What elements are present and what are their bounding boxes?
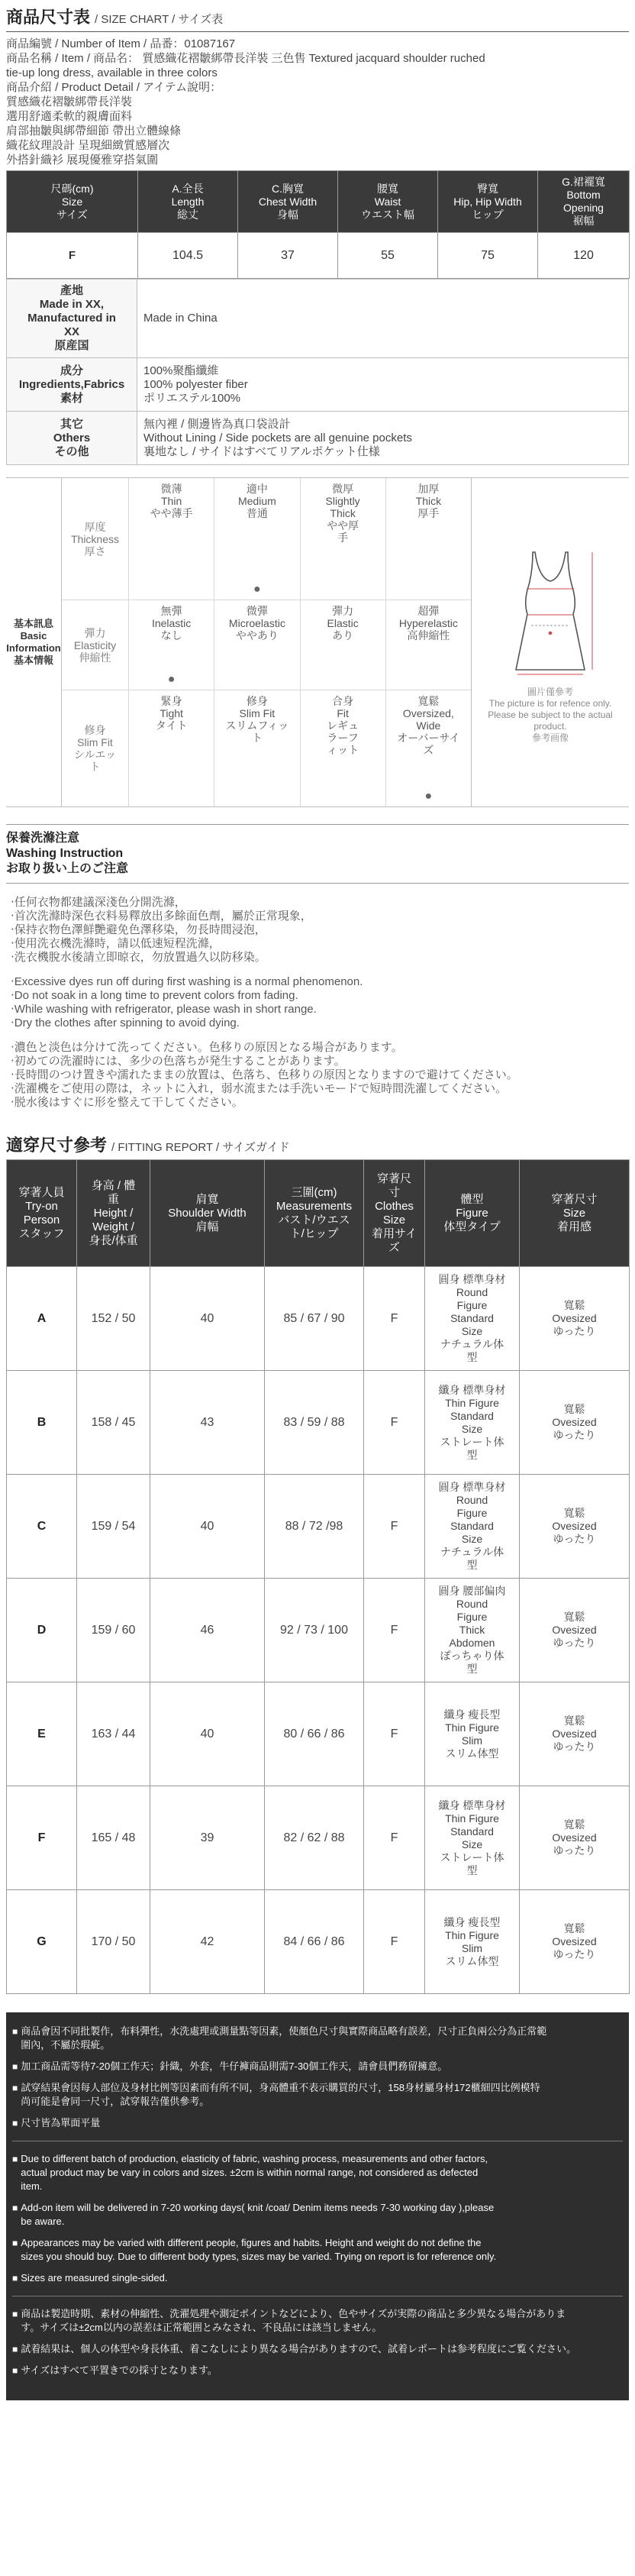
- fit-feel-line: ゆったり: [553, 1948, 596, 1960]
- option-hyperelastic: 超彈 Hyperelastic 高伸縮性: [386, 600, 471, 690]
- try-on-person-cell: G: [7, 1890, 77, 1994]
- bullet-square-icon: ■: [12, 2309, 18, 2319]
- try-on-person-cell: F: [7, 1786, 77, 1890]
- fabric-label: 成分 Ingredients,Fabrics 素材: [7, 358, 137, 412]
- figure-type-line: ストレート体: [440, 1850, 504, 1863]
- product-detail-label: 商品介紹 / Product Detail / アイテム說明：: [6, 81, 222, 94]
- basic-info-label: 基本訊息 Basic Information 基本情報: [6, 478, 62, 806]
- bullet-square-icon: ■: [12, 2273, 18, 2283]
- fit-feel-cell: [520, 1475, 630, 1579]
- fit-feel-line: 寬鬆: [563, 1715, 585, 1727]
- washing-line: ‧首次洗滌時深色衣料易釋放出多餘面色劑，屬於正常現象，: [11, 910, 312, 923]
- fitting-title: 適穿尺寸參考: [6, 1136, 108, 1155]
- fit-feel-line: ゆったり: [553, 1325, 596, 1337]
- item-number: 商品編號 / Number of Item / 品番：01087167: [6, 37, 236, 50]
- size-header-bottom-opening: G.裙襬寬 Bottom Opening 裾幅: [538, 171, 630, 233]
- others-label: 其它 Others その他: [7, 412, 137, 465]
- figure-type-line: 型: [466, 1448, 478, 1461]
- note-paragraph: [12, 2271, 623, 2285]
- size-header-length: A.全長 Length 総丈: [138, 171, 238, 233]
- note-text: 加工商品需等待7-20個工作天；針織，外套，牛仔褲商品則需7-30個工作天，請會員們務留擁意。: [21, 2060, 448, 2072]
- clothes-size-cell: F: [364, 1579, 425, 1682]
- note-text: item.: [21, 2180, 43, 2192]
- washing-line: ‧初めての洗濯時には、多少の色落ちが発生することがあります。: [11, 1055, 346, 1068]
- fit-feel-cell: [520, 1267, 630, 1371]
- measurements-cell: 82 / 62 / 88: [265, 1786, 364, 1890]
- fit-header-shoulder: 肩寬 Shoulder Width 肩幅: [150, 1160, 265, 1267]
- fit-header-figure: 體型 Figure 体型タイプ: [425, 1160, 520, 1267]
- fitting-row: [7, 1890, 630, 1994]
- option-marker: [301, 670, 385, 690]
- washing-line: ‧洗衣機脫水後請立即晾衣，勿放置過久以防移染。: [11, 951, 266, 964]
- fit-feel-line: Ovesized: [552, 1416, 597, 1428]
- shoulder-width-cell: 46: [150, 1579, 265, 1682]
- washing-line: ‧While washing with refrigerator, please wash in short range.: [11, 1003, 317, 1016]
- option-marker: [301, 787, 385, 806]
- fitting-row: [7, 1682, 630, 1786]
- try-on-person-cell: D: [7, 1579, 77, 1682]
- attribute-name-elasticity: 彈力 Elasticity 伸縮性: [62, 600, 129, 690]
- washing-line: ‧濃色と淡色は分けて洗ってください。色移りの原因となる場合があります。: [11, 1041, 403, 1054]
- figure-type-cell: [425, 1579, 520, 1682]
- details-row-origin: [7, 280, 629, 358]
- size-header-chest: C.胸寬 Chest Width 身幅: [238, 171, 338, 233]
- figure-type-line: Thin Figure: [445, 1396, 499, 1409]
- figure-type-line: Slim: [461, 1941, 483, 1954]
- size-header-waist: 腰寬 Waist ウエスト幅: [338, 171, 438, 233]
- length-cell: 104.5: [138, 233, 238, 279]
- note-text: Due to different batch of production, elasticity of fabric, washing process, measurements and other factors,: [21, 2153, 488, 2164]
- washing-instructions: [6, 884, 629, 1117]
- figure-caption-zh: 圖片僅參考: [527, 686, 573, 697]
- option-inelastic: 無彈 Inelastic なし ●: [129, 600, 214, 690]
- fit-feel-line: ゆったり: [553, 1429, 596, 1441]
- fit-feel-cell: [520, 1579, 630, 1682]
- measurements-cell: 83 / 59 / 88: [265, 1371, 364, 1475]
- height-weight-cell: 170 / 50: [77, 1890, 150, 1994]
- fit-header-measurements: 三圍(cm) Measurements バスト/ウエス ト/ヒップ: [265, 1160, 364, 1267]
- figure-type-line: Thin Figure: [445, 1721, 499, 1734]
- figure-type-line: Standard: [450, 1825, 494, 1837]
- height-weight-cell: 152 / 50: [77, 1267, 150, 1371]
- figure-caption-en-2: Please be subject to the actual: [488, 709, 613, 720]
- fit-feel-line: 寬鬆: [563, 1507, 585, 1519]
- figure-type-cell: [425, 1475, 520, 1579]
- fit-header-fit: 穿著尺寸 Size 着用感: [520, 1160, 630, 1267]
- shoulder-width-cell: 40: [150, 1267, 265, 1371]
- figure-type-line: 圓身 標準身材: [438, 1481, 506, 1493]
- note-text: 商品は製造時期、素材の伸縮性、洗濯処理や測定ポイントなどにより、色やサイズが実際の商品と多少異なる場合がありま: [21, 2308, 566, 2319]
- figure-type-line: 型: [466, 1351, 478, 1363]
- size-chart-subtitle: / SIZE CHART / サイズ表: [95, 13, 224, 26]
- note-text: 尺寸皆為單面平量: [21, 2117, 101, 2128]
- figure-caption-ja: 參考画像: [531, 732, 569, 743]
- note-text: 圍內，不屬於瑕疵。: [21, 2039, 111, 2051]
- washing-line: ‧脱水後はすぐに形を整えて干してください。: [11, 1096, 243, 1109]
- note-paragraph: [12, 2364, 623, 2377]
- size-table: [6, 170, 630, 279]
- figure-type-line: スリム体型: [445, 1747, 499, 1760]
- origin-value: Made in China: [137, 280, 629, 358]
- size-chart-title: 商品尺寸表: [6, 8, 91, 27]
- fit-feel-line: Ovesized: [552, 1520, 597, 1532]
- clothes-size-cell: F: [364, 1890, 425, 1994]
- washing-line: ‧任何衣物都建議深淺色分開洗滌，: [11, 896, 186, 909]
- note-paragraph: [12, 2116, 623, 2130]
- clothes-size-cell: F: [364, 1475, 425, 1579]
- product-detail-line: 質感織花褶皺綁帶長洋裝: [6, 95, 133, 108]
- fit-feel-line: 寬鬆: [563, 1611, 585, 1623]
- figure-type-line: Size: [461, 1837, 483, 1850]
- option-regular-fit: 合身 Fit レギュ ラーフ ィット: [301, 690, 386, 806]
- waist-cell: 55: [338, 233, 438, 279]
- size-table-header-row: [7, 171, 630, 233]
- washing-title-en: Washing Instruction: [6, 847, 124, 860]
- option-thin: 微薄 Thin やや薄手: [129, 478, 214, 600]
- note-text: Appearances may be varied with different people, figures and habits. Height and weight do not define the: [21, 2237, 482, 2248]
- shoulder-width-cell: 43: [150, 1371, 265, 1475]
- bullet-square-icon: ■: [12, 2026, 18, 2037]
- try-on-person-cell: B: [7, 1371, 77, 1475]
- option-medium: 適中 Medium 普通 ●: [214, 478, 300, 600]
- product-detail-line: 選用舒適柔軟的親膚面料: [6, 110, 133, 123]
- try-on-person-cell: A: [7, 1267, 77, 1371]
- option-marker: [129, 787, 214, 806]
- note-text: す。サイズは±2cm以内の誤差は正常範囲とみなされ、不良品には該当しません。: [21, 2322, 382, 2333]
- basic-info-grid: [62, 478, 471, 806]
- figure-type-cell: [425, 1890, 520, 1994]
- fitting-row: [7, 1475, 630, 1579]
- figure-type-line: Thin Figure: [445, 1928, 499, 1941]
- note-text: actual product may be vary in colors and sizes. ±2cm is within normal range, not considered as defected: [21, 2167, 479, 2178]
- details-row-others: [7, 412, 629, 465]
- option-marker: [129, 580, 214, 600]
- option-oversized: 寬鬆 Oversized, Wide オーバーサイ ズ ●: [386, 690, 471, 806]
- fitting-rows: [7, 1267, 630, 1994]
- clothes-size-cell: F: [364, 1267, 425, 1371]
- washing-title-zh: 保養洗滌注意: [6, 832, 80, 845]
- fitting-row: [7, 1267, 630, 1371]
- washing-line: ‧Do not soak in a long time to prevent colors from fading.: [11, 989, 298, 1002]
- note-paragraph: [12, 2201, 623, 2229]
- washing-line: ‧Excessive dyes run off during first washing is a normal phenomenon.: [11, 975, 363, 988]
- bullet-square-icon: ■: [12, 2344, 18, 2355]
- attribute-row-elasticity: [62, 600, 471, 690]
- figure-type-line: Slim: [461, 1734, 483, 1747]
- chest-cell: 37: [238, 233, 338, 279]
- clothes-size-cell: F: [364, 1371, 425, 1475]
- height-weight-cell: 165 / 48: [77, 1786, 150, 1890]
- bullet-square-icon: ■: [12, 2365, 18, 2376]
- figure-type-line: 圓身 腰部偏肉: [438, 1585, 506, 1597]
- fit-feel-line: 寬鬆: [563, 1299, 585, 1311]
- fit-feel-line: Ovesized: [552, 1831, 597, 1844]
- figure-type-line: 型: [466, 1663, 478, 1675]
- bullet-square-icon: ■: [12, 2203, 18, 2213]
- note-paragraph: [12, 2152, 623, 2193]
- figure-type-line: ぽっちゃり体: [440, 1650, 504, 1662]
- note-paragraph: [12, 2307, 623, 2335]
- option-thick: 加厚 Thick 厚手: [386, 478, 471, 600]
- size-header-hip: 臀寬 Hip, Hip Width ヒップ: [438, 171, 538, 233]
- washing-line: ‧保持衣物色澤鮮艷避免色澤移染，勿長時間浸泡，: [11, 923, 266, 936]
- washing-line: ‧長時間のつけ置きや濡れたままの放置は、色落ち、色移りの原因となりますので避けてください。: [11, 1068, 518, 1081]
- figure-type-line: 圓身 標準身材: [438, 1273, 506, 1285]
- figure-type-line: Standard: [450, 1312, 494, 1324]
- measurements-cell: 80 / 66 / 86: [265, 1682, 364, 1786]
- shoulder-width-cell: 39: [150, 1786, 265, 1890]
- figure-type-line: スリム体型: [445, 1954, 499, 1967]
- bullet-square-icon: ■: [12, 2083, 18, 2093]
- figure-type-line: ストレート体: [440, 1435, 504, 1448]
- clothes-size-cell: F: [364, 1786, 425, 1890]
- fit-feel-line: Ovesized: [552, 1935, 597, 1947]
- note-text: be aware.: [21, 2216, 65, 2227]
- figure-type-line: Abdomen: [449, 1637, 495, 1649]
- note-paragraph: [12, 2342, 623, 2356]
- option-marker: [301, 580, 385, 600]
- option-marker: [214, 787, 299, 806]
- basic-info-section: [6, 477, 629, 807]
- fitting-header-row: [7, 1160, 630, 1267]
- product-detail-line: 肩部抽皺與綁帶細節 帶出立體線條: [6, 124, 182, 137]
- figure-type-line: 型: [466, 1863, 478, 1876]
- details-row-fabric: [7, 358, 629, 412]
- figure-type-line: ナチュラル体: [440, 1338, 504, 1350]
- figure-type-line: Standard: [450, 1520, 494, 1532]
- fitting-row: [7, 1786, 630, 1890]
- hip-cell: 75: [438, 233, 538, 279]
- fit-feel-cell: [520, 1890, 630, 1994]
- height-weight-cell: 158 / 45: [77, 1371, 150, 1475]
- figure-type-line: Standard: [450, 1409, 494, 1422]
- figure-type-line: ナチュラル体: [440, 1546, 504, 1558]
- shoulder-width-cell: 40: [150, 1475, 265, 1579]
- fit-header-height-weight: 身高 / 體 重 Height / Weight / 身長/体重: [77, 1160, 150, 1267]
- notes-panel: [6, 2012, 629, 2400]
- fitting-table: [6, 1159, 630, 1994]
- figure-type-cell: [425, 1267, 520, 1371]
- option-microelastic: 微彈 Microelastic ややあり: [214, 600, 300, 690]
- measurements-cell: 88 / 72 /98: [265, 1475, 364, 1579]
- fit-feel-line: 寬鬆: [563, 1818, 585, 1831]
- figure-type-cell: [425, 1682, 520, 1786]
- figure-type-cell: [425, 1786, 520, 1890]
- figure-type-line: 纖身 瘦長型: [443, 1708, 501, 1721]
- clothes-size-cell: F: [364, 1682, 425, 1786]
- figure-type-line: Thin Figure: [445, 1812, 499, 1825]
- fit-header-clothes-size: 穿著尺 寸 Clothes Size 着用サイ ズ: [364, 1160, 425, 1267]
- figure-caption-en-3: product.: [533, 720, 567, 732]
- option-tight: 緊身 Tight タイト: [129, 690, 214, 806]
- fit-feel-line: ゆったり: [553, 1740, 596, 1753]
- option-marker: [386, 670, 471, 690]
- option-marker: [214, 670, 299, 690]
- note-text: 尚可能是會同一尺寸，試穿報告僅供參考。: [21, 2096, 210, 2107]
- product-detail-line: 外搭針織衫 展現優雅穿搭氣圍: [6, 154, 159, 166]
- note-text: 試着結果は、個人の体型や身長体重、着こなしにより異なる場合がありますので、試着レポートは参考程度にご覧ください。: [21, 2343, 576, 2355]
- bullet-square-icon: ■: [12, 2118, 18, 2128]
- washing-heading: [6, 824, 629, 884]
- product-detail-line: 織花紋理設計 呈現細緻質感層次: [6, 139, 170, 152]
- note-text: 試穿結果會因每人部位及身材比例等因素而有所不同，身高體重不表示購買的尺寸，158身材屬身材172櫃細四比例模特: [21, 2082, 540, 2093]
- others-value: 無內裡 / 側邊皆為真口袋設計 Without Lining / Side pockets are all genuine pockets 裏地なし / サイドはすべてリアルポケット仕様: [137, 412, 629, 465]
- attribute-row-fit: [62, 690, 471, 806]
- figure-type-line: Size: [461, 1325, 483, 1337]
- item-name-line-2: tie-up long dress, available in three colors: [6, 66, 218, 79]
- option-slightly-thick: 微厚 Slightly Thick やや厚 手: [301, 478, 386, 600]
- measurements-cell: 85 / 67 / 90: [265, 1267, 364, 1371]
- fit-feel-line: ゆったり: [553, 1533, 596, 1545]
- note-text: Add-on item will be delivered in 7-20 working days( knit /coat/ Denim items needs 7-30 working day ),please: [21, 2202, 495, 2213]
- option-marker: ●: [253, 583, 261, 596]
- figure-type-line: Size: [461, 1533, 483, 1545]
- figure-type-line: 纖身 標準身材: [438, 1799, 506, 1812]
- size-cell: F: [7, 233, 138, 279]
- fit-feel-line: 寬鬆: [563, 1922, 585, 1934]
- note-text: Sizes are measured single-sided.: [21, 2272, 168, 2283]
- fitting-heading: [6, 1133, 629, 1159]
- note-paragraph: [12, 2025, 623, 2052]
- height-weight-cell: 163 / 44: [77, 1682, 150, 1786]
- option-slim-fit: 修身 Slim Fit スリムフィッ ト: [214, 690, 300, 806]
- attribute-name-fit: 修身 Slim Fit シルエッ ト: [62, 690, 129, 806]
- fabric-value: 100%聚酯纖維 100% polyester fiber ポリエステル100%: [137, 358, 629, 412]
- fit-feel-line: ゆったり: [553, 1637, 596, 1649]
- note-text: 商品會因不同批製作，布料彈性，水洗處理或測量點等因素，使顏色尺寸與實際商品略有誤差，尺寸正負兩公分為正常範: [21, 2025, 547, 2037]
- bullet-square-icon: ■: [12, 2154, 18, 2164]
- washing-title-ja: お取り扱い上のご注意: [6, 862, 129, 875]
- item-name-line-1: 商品名稱 / Item / 商品名： 質感織花褶皺綁帶長洋裝 三色售 Textured jacquard shoulder ruched: [6, 52, 485, 65]
- bullet-square-icon: ■: [12, 2061, 18, 2072]
- size-table-row: [7, 233, 630, 279]
- try-on-person-cell: C: [7, 1475, 77, 1579]
- option-elastic: 彈力 Elastic あり: [301, 600, 386, 690]
- figure-type-line: Thick: [459, 1624, 485, 1636]
- shoulder-width-cell: 42: [150, 1890, 265, 1994]
- figure-type-line: 纖身 標準身材: [438, 1383, 506, 1396]
- shoulder-width-cell: 40: [150, 1682, 265, 1786]
- fit-feel-cell: [520, 1786, 630, 1890]
- figure-type-line: Round: [456, 1286, 488, 1298]
- note-paragraph: [12, 2060, 623, 2073]
- dress-diagram-icon: [501, 541, 600, 679]
- option-marker: ●: [424, 790, 433, 803]
- note-text: sizes you should buy. Due to different body types, sizes may be varied. Trying on report is for reference only.: [21, 2251, 497, 2262]
- note-paragraph: [12, 2081, 623, 2109]
- attribute-row-thickness: [62, 478, 471, 600]
- figure-type-line: Figure: [456, 1507, 488, 1519]
- figure-type-cell: [425, 1371, 520, 1475]
- washing-line: ‧Dry the clothes after spinning to avoid dying.: [11, 1017, 240, 1029]
- fit-feel-line: Ovesized: [552, 1624, 597, 1636]
- fitting-subtitle: / FITTING REPORT / サイズガイド: [111, 1141, 290, 1154]
- washing-line: ‧使用洗衣機洗滌時，請以低速短程洗滌，: [11, 937, 221, 950]
- figure-type-line: 纖身 瘦長型: [443, 1915, 501, 1928]
- option-marker: [386, 580, 471, 600]
- height-weight-cell: 159 / 54: [77, 1475, 150, 1579]
- measurements-cell: 92 / 73 / 100: [265, 1579, 364, 1682]
- figure-caption-en-1: The picture is for refence only.: [488, 697, 612, 709]
- note-text: サイズはすべて平置きでの採寸となります。: [21, 2364, 218, 2376]
- fitting-row: [7, 1579, 630, 1682]
- washing-line: ‧洗濯機をご使用の際は，ネットに入れ，弱水流または手洗いモードで短時間洗濯してください。: [11, 1082, 508, 1095]
- fit-header-person: 穿著人員 Try-on Person スタッフ: [7, 1160, 77, 1267]
- note-paragraph: [12, 2236, 623, 2264]
- garment-figure: [471, 478, 629, 806]
- figure-type-line: Figure: [456, 1611, 488, 1623]
- figure-type-line: 型: [466, 1559, 478, 1571]
- figure-type-line: Round: [456, 1494, 488, 1506]
- fit-feel-line: Ovesized: [552, 1728, 597, 1740]
- figure-type-line: Size: [461, 1422, 483, 1435]
- size-chart-heading: [6, 0, 629, 32]
- bottom-opening-cell: 120: [538, 233, 630, 279]
- fit-feel-line: ゆったり: [553, 1844, 596, 1857]
- fit-feel-cell: [520, 1371, 630, 1475]
- fit-feel-cell: [520, 1682, 630, 1786]
- fitting-row: [7, 1371, 630, 1475]
- bullet-square-icon: ■: [12, 2238, 18, 2248]
- size-header-size: 尺碼(cm) Size サイズ: [7, 171, 138, 233]
- origin-label: 產地 Made in XX, Manufactured in XX 原産国: [7, 280, 137, 358]
- figure-type-line: Figure: [456, 1299, 488, 1311]
- product-info: [6, 32, 629, 170]
- measurements-cell: 84 / 66 / 86: [265, 1890, 364, 1994]
- option-marker: ●: [167, 673, 176, 686]
- fit-feel-line: Ovesized: [552, 1312, 597, 1324]
- figure-type-line: Round: [456, 1598, 488, 1610]
- attribute-name-thickness: 厚度 Thickness 厚さ: [62, 478, 129, 600]
- details-table: [6, 279, 629, 465]
- height-weight-cell: 159 / 60: [77, 1579, 150, 1682]
- try-on-person-cell: E: [7, 1682, 77, 1786]
- fit-feel-line: 寬鬆: [563, 1403, 585, 1415]
